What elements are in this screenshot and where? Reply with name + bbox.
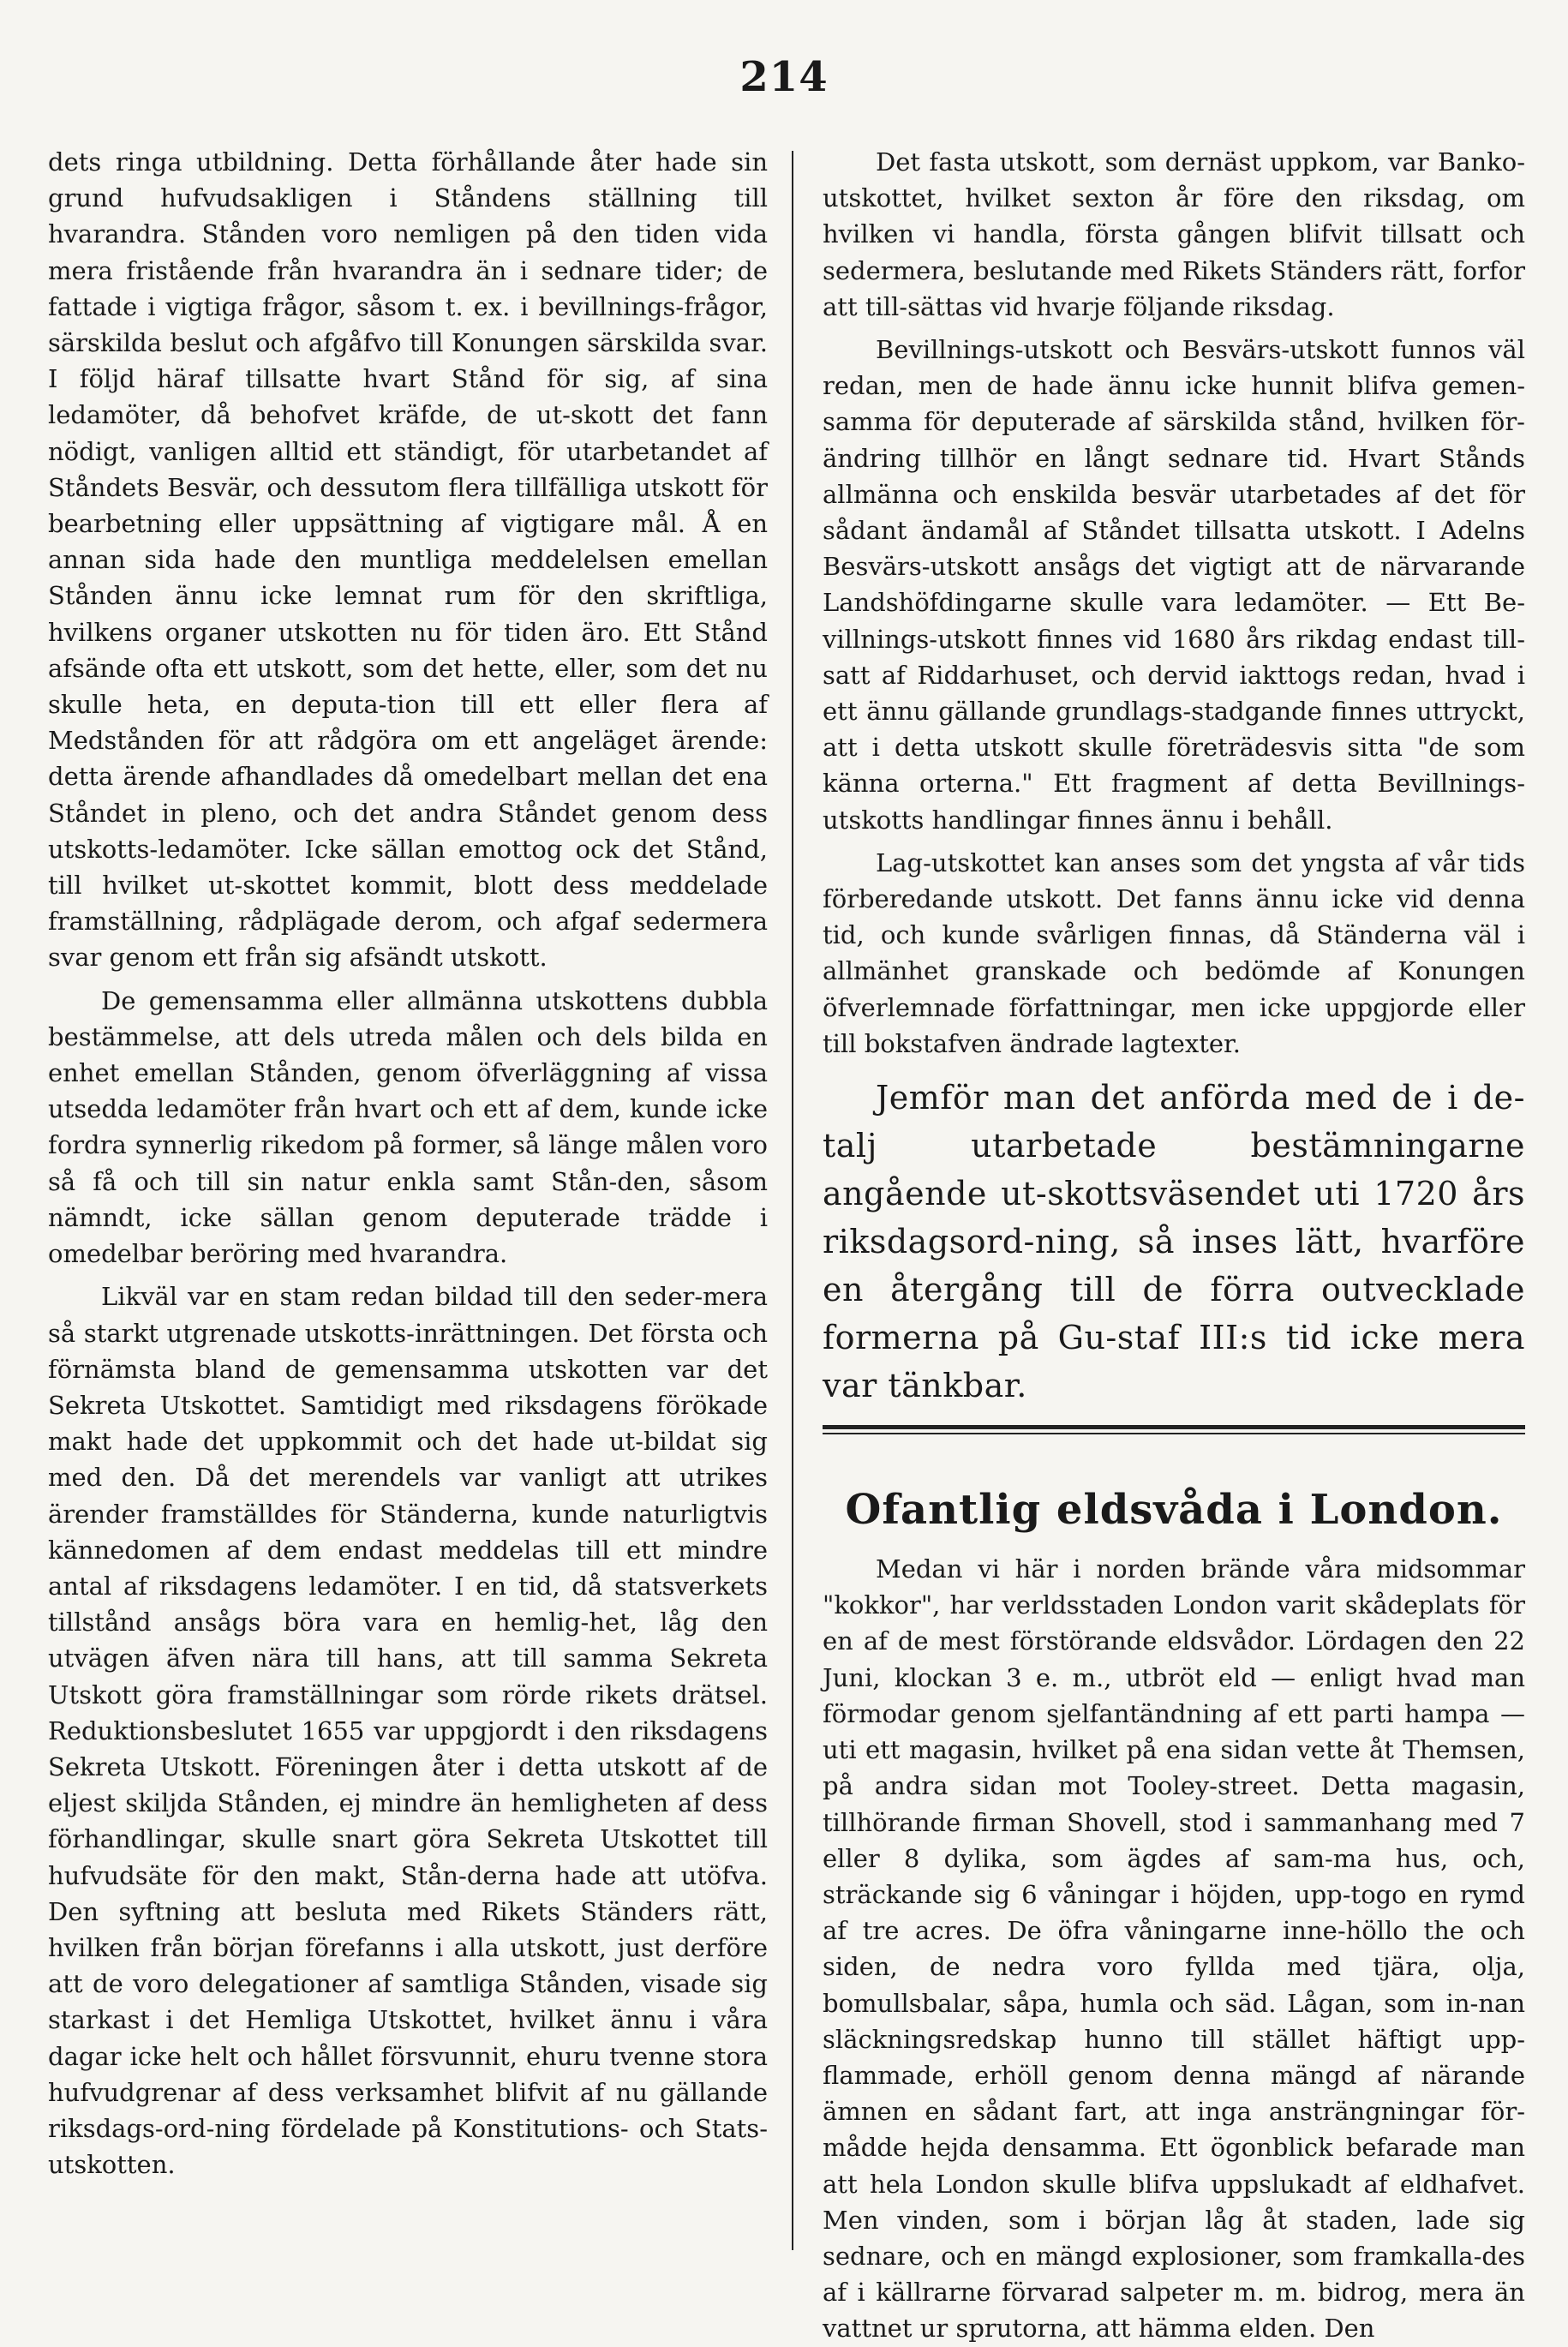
left-paragraph-3: Likväl var en stam redan bildad till den seder-mera så starkt utgrenade utskotts-inrättningen. Det första och förnämsta bland de gemensamma utskotten var det Sekreta Utskottet. Samtidigt med riksdagens förökade makt hade det uppkommit och det hade ut-bildat sig med den. Då det merendels var vanligt att utrikes ärender framställdes för Ständerna, kunde naturligtvis kännedomen af dem endast meddelas till ett mindre antal af riksdagens ledamöter. I en tid, då statsverkets tillstånd ansågs böra vara en hemlig-het, låg den utvägen äfven nära till hans, att till samma Sekreta Utskott göra framställningar som rörde rikets drätsel. Reduktionsbeslutet 1655 var uppgjordt i den riksdagens Sekreta Utskott. Föreningen åter i detta utskott af de eljest skiljda Stånden, ej mindre än hemligheten af dess förhandlingar, skulle snart göra Sekreta Utskottet till hufvudsäte för den makt, Stån-derna hade att utöfva. Den syftning att besluta med Rikets Ständers rätt, hvilken från början förefanns i alla utskott, just derföre att de voro delegationer af samtliga Stånden, visade sig starkast i det Hemliga Utskottet, hvilket ännu i våra dagar icke helt och hållet försvunnit, ehuru tvenne stora hufvudgrenar af dess verksamhet blifvit af nu gällande riksdags-ord-ning fördelade på Konstitutions- och Stats-utskotten.: [48, 1282, 768, 2180]
news-body: Medan vi här i norden brände våra midsommar "kokkor", har verldsstaden London varit skådeplats för en af de mest förstörande eldsvådor. Lördagen den 22 Juni, klockan 3 e. m., utbröt eld — enligt hvad man förmodar genom sjelfantändning af ett parti hampa — uti ett magasin, hvilket på ena sidan vette åt Themsen, på andra sidan mot Tooley-street. Detta magasin, tillhörande firman Shovell, stod i sammanhang med 7 eller 8 dylika, som ägdes af sam-ma hus, och, sträckande sig 6 våningar i höjden, upp-togo en rymd af tre acres. De öfra våningarne inne-höllo the och siden, de nedra voro fyllda med tjära, olja, bomullsbalar, såpa, humla och säd. Lågan, som in-nan släckningsredskap hunno till stället häftigt upp-flammade, erhöll genom denna mängd af närande ämnen en sådant fart, att inga ansträngningar för-mådde hejda densamma. Ett ögonblick befarade man att hela London skulle blifva uppslukadt af eldhafvet. Men vinden, som i början låg åt staden, lade sig sednare, och en mängd explosioner, som framkalla-des af i källrarne förvarad salpeter m. m. bidrog, mera än vattnet ur sprutorna, att hämma elden. Den: [823, 1554, 1525, 2344]
right-paragraph-1: Det fasta utskott, som dernäst uppkom, var Banko-utskottet, hvilket sexton år före den riksdag, om hvilken vi handla, första gången blifvit tillsatt och sedermera, beslutande med Rikets Ständers rätt, forfor att till-sättas vid hvarje följande riksdag.: [823, 147, 1525, 321]
section-divider-thick: [823, 1425, 1525, 1429]
left-paragraph-1: dets ringa utbildning. Detta förhållande åter hade sin grund hufvudsakligen i Ståndens ställning till hvarandra. Stånden voro nemligen på den tiden vida mera fristående från hvarandra än i sednare tider; de fattade i vigtiga frågor, såsom t. ex. i bevillnings-frågor, särskilda beslut och afgåfvo till Konungen särskilda svar. I följd häraf tillsatte hvart Stånd för sig, af sina ledamöter, då behofvet kräfde, de ut-skott det fann nödigt, vanligen alltid ett ständigt, för utarbetandet af Ståndets Besvär, och dessutom flera tillfälliga utskott för bearbetning eller uppsättning af vigtigare mål. Å en annan sida hade den muntliga meddelelsen emellan Stånden ännu icke lemnat rum för den skriftliga, hvilkens organer utskotten nu för tiden äro. Ett Stånd afsände ofta ett utskott, som det hette, eller, som det nu skulle heta, en deputa-tion till ett eller flera af Medstånden för att rådgöra om ett angeläget ärende: detta ärende afhandlades då omedelbart mellan det ena Ståndet in pleno, och det andra Ståndet genom dess utskotts-ledamöter. Icke sällan emottog ock det Stånd, till hvilket ut-skottet kommit, blott dess meddelade framställning, rådplägade derom, och afgaf sedermera svar genom ett från sig afsändt utskott.: [48, 147, 768, 973]
right-paragraph-2: Bevillnings-utskott och Besvärs-utskott funnos väl redan, men de hade ännu icke hunnit blifva gemen-samma för deputerade af särskilda stånd, hvilken för-ändring tillhör en långt sednare tid. Hvart Stånds allmänna och enskilda besvär utarbetades af det för sådant ändamål af Ståndet tillsatta utskott. I Adelns Besvärs-utskott ansågs det vigtigt att de närvarande Landshöfdingarne skulle vara ledamöter. — Ett Be-villnings-utskott finnes vid 1680 års rikdag endast till-satt af Riddarhuset, och dervid iakttogs redan, hvad i ett ännu gällande grundlags-stadgande finnes uttryckt, att i detta utskott skulle företrädesvis sitta "de som känna orterna." Ett fragment af detta Bevillnings-utskotts handlingar finnes ännu i behåll.: [823, 335, 1525, 835]
left-column: [48, 144, 768, 2182]
summary-paragraph: Jemför man det anförda med de i de-talj utarbetade bestämningarne angående ut-skottsväsendet uti 1720 års riksdagsord-ning, så inses lätt, hvarföre en återgång till de förra outvecklade formerna på Gu-staf III:s tid icke mera var tänkbar.: [823, 1079, 1525, 1405]
page-number: 214: [739, 53, 829, 101]
right-column: [823, 144, 1525, 2347]
column-divider: [792, 151, 793, 2250]
news-headline: Ofantlig eldsvåda i London.: [845, 1486, 1503, 1535]
right-paragraph-3: Lag-utskottet kan anses som det yngsta af vår tids förberedande utskott. Det fanns ännu icke vid denna tid, och kunde svårligen finnas, då Ständerna väl i allmänhet granskade och bedömde af Konungen öfverlemnade författningar, men icke uppgjorde eller till bokstafven ändrade lagtexter.: [823, 847, 1525, 1058]
section-divider-thin: [823, 1433, 1525, 1434]
left-paragraph-2: De gemensamma eller allmänna utskottens dubbla bestämmelse, att dels utreda målen och dels bilda en enhet emellan Stånden, genom öfverläggning af vissa utsedda ledamöter från hvart och ett af dem, kunde icke fordra synnerlig rikedom på former, så länge målen voro så få och till sin natur enkla samt Stån-den, såsom nämndt, icke sällan genom deputerade trädde i omedelbar beröring med hvarandra.: [48, 985, 768, 1269]
section-divider: [823, 1425, 1525, 1434]
news-article: [823, 1482, 1525, 2346]
